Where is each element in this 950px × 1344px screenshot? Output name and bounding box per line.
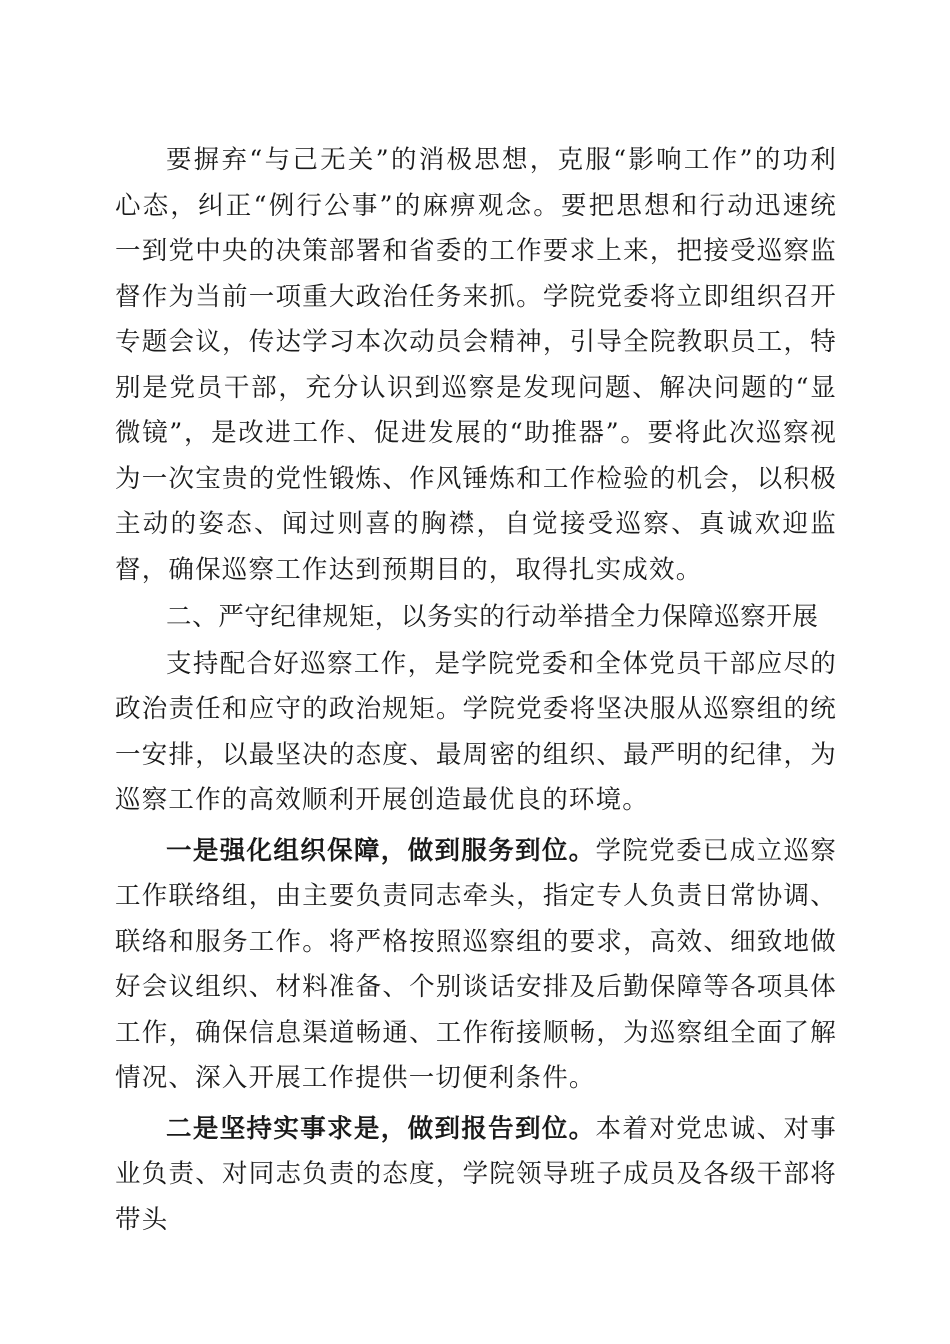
paragraph-2: 支持配合好巡察工作，是学院党委和全体党员干部应尽的政治责任和应守的政治规矩。学院党委将坚决服从巡察组的统一安排，以最坚决的态度、最周密的组织、最严明的纪律，为巡察工作的高效顺利开展创造最优良的环境。 [115,648,837,815]
paragraph-3 [115,829,837,1102]
document-body [115,138,837,1243]
paragraph-4-body: 本着对党忠诚、对事业负责、对同志负责的态度，学院领导班子成员及各级干部将带头 [115,1113,837,1235]
paragraph-4-lead: 二是坚持实事求是，做到报告到位。 [166,1113,596,1144]
paragraph-4 [115,1107,837,1244]
paragraph-3-body: 学院党委已成立巡察工作联络组，由主要负责同志牵头，指定专人负责日常协调、联络和服务工作。将严格按照巡察组的要求，高效、细致地做好会议组织、材料准备、个别谈话安排及后勤保障等各项具体工作，确保信息渠道畅通、工作衔接顺畅，为巡察组全面了解情况、深入开展工作提供一切便利条件。 [115,835,837,1093]
paragraph-1: 要摒弃“与己无关”的消极思想，克服“影响工作”的功利心态，纠正“例行公事”的麻痹观念。要把思想和行动迅速统一到党中央的决策部署和省委的工作要求上来，把接受巡察监督作为当前一项重大政治任务来抓。学院党委将立即组织召开专题会议，传达学习本次动员会精神，引导全院教职员工，特别是党员干部，充分认识到巡察是发现问题、解决问题的“显微镜”，是改进工作、促进发展的“助推器”。要将此次巡察视为一次宝贵的党性锻炼、作风锤炼和工作检验的机会，以积极主动的姿态、闻过则喜的胸襟，自觉接受巡察、真诚欢迎监督，确保巡察工作达到预期目的，取得扎实成效。 [115,145,837,585]
section-heading-2: 二、严守纪律规矩，以务实的行动举措全力保障巡察开展 [166,602,819,632]
paragraph-3-lead: 一是强化组织保障，做到服务到位。 [166,835,596,866]
